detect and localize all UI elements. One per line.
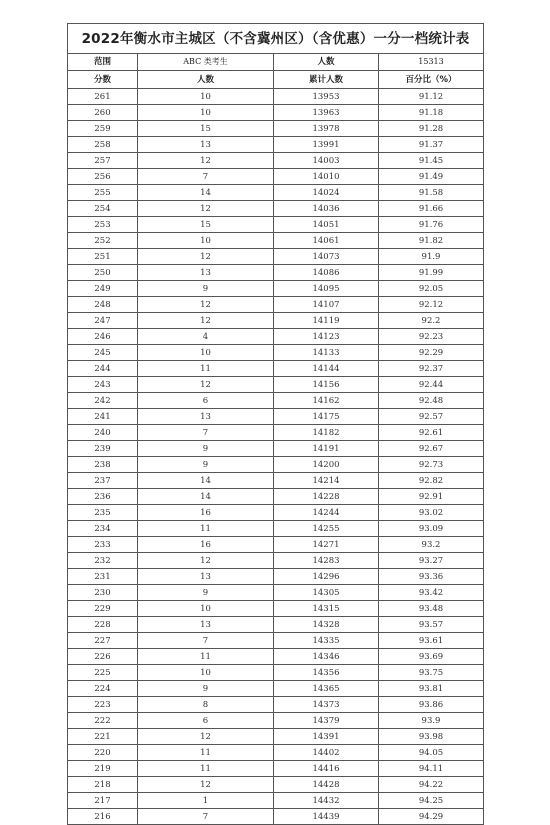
- count-cell: 4: [138, 329, 274, 345]
- table-title: 2022年衡水市主城区（不含冀州区）（含优惠）一分一档统计表: [68, 24, 484, 54]
- score-cell: 250: [68, 265, 138, 281]
- column-header-count: 人数: [138, 71, 274, 89]
- cumulative-cell: 14086: [274, 265, 379, 281]
- score-cell: 254: [68, 201, 138, 217]
- cumulative-cell: 13991: [274, 137, 379, 153]
- table-row: [68, 233, 484, 249]
- scope-label: 范围: [68, 54, 138, 71]
- count-cell: 10: [138, 345, 274, 361]
- percent-cell: 91.12: [379, 89, 484, 105]
- cumulative-cell: 14356: [274, 665, 379, 681]
- count-cell: 10: [138, 665, 274, 681]
- count-cell: 9: [138, 281, 274, 297]
- cumulative-cell: 14283: [274, 553, 379, 569]
- count-cell: 10: [138, 601, 274, 617]
- table-row: [68, 393, 484, 409]
- percent-cell: 91.9: [379, 249, 484, 265]
- count-cell: 11: [138, 761, 274, 777]
- cumulative-cell: 14328: [274, 617, 379, 633]
- table-row: [68, 665, 484, 681]
- score-cell: 216: [68, 809, 138, 825]
- percent-cell: 91.82: [379, 233, 484, 249]
- score-cell: 256: [68, 169, 138, 185]
- score-cell: 224: [68, 681, 138, 697]
- count-cell: 9: [138, 585, 274, 601]
- count-cell: 6: [138, 393, 274, 409]
- score-cell: 241: [68, 409, 138, 425]
- count-cell: 12: [138, 553, 274, 569]
- percent-cell: 94.11: [379, 761, 484, 777]
- cumulative-cell: 14182: [274, 425, 379, 441]
- score-cell: 244: [68, 361, 138, 377]
- cumulative-cell: 14228: [274, 489, 379, 505]
- percent-cell: 94.05: [379, 745, 484, 761]
- percent-cell: 93.27: [379, 553, 484, 569]
- table-row: [68, 153, 484, 169]
- count-cell: 8: [138, 697, 274, 713]
- score-cell: 218: [68, 777, 138, 793]
- cumulative-cell: 14133: [274, 345, 379, 361]
- score-cell: 234: [68, 521, 138, 537]
- cumulative-cell: 14244: [274, 505, 379, 521]
- cumulative-cell: 14073: [274, 249, 379, 265]
- table-row: [68, 553, 484, 569]
- percent-cell: 93.86: [379, 697, 484, 713]
- score-cell: 238: [68, 457, 138, 473]
- cumulative-cell: 14379: [274, 713, 379, 729]
- count-cell: 13: [138, 265, 274, 281]
- cumulative-cell: 13953: [274, 89, 379, 105]
- table-row: [68, 265, 484, 281]
- score-distribution-table: [67, 23, 484, 825]
- score-cell: 247: [68, 313, 138, 329]
- table-row: [68, 313, 484, 329]
- table-row: [68, 425, 484, 441]
- count-cell: 16: [138, 505, 274, 521]
- table-row: [68, 793, 484, 809]
- score-cell: 245: [68, 345, 138, 361]
- score-cell: 253: [68, 217, 138, 233]
- score-cell: 237: [68, 473, 138, 489]
- count-cell: 13: [138, 137, 274, 153]
- percent-cell: 92.12: [379, 297, 484, 313]
- percent-cell: 93.42: [379, 585, 484, 601]
- count-cell: 12: [138, 729, 274, 745]
- table-row: [68, 297, 484, 313]
- count-cell: 10: [138, 233, 274, 249]
- count-cell: 11: [138, 649, 274, 665]
- percent-cell: 93.9: [379, 713, 484, 729]
- table-row: [68, 745, 484, 761]
- table-row: [68, 697, 484, 713]
- table-row: [68, 409, 484, 425]
- cumulative-cell: 14024: [274, 185, 379, 201]
- count-cell: 14: [138, 473, 274, 489]
- score-cell: 220: [68, 745, 138, 761]
- count-cell: 12: [138, 201, 274, 217]
- scope-value: ABC 类考生: [138, 54, 274, 71]
- score-cell: 261: [68, 89, 138, 105]
- table-row: [68, 585, 484, 601]
- cumulative-cell: 14391: [274, 729, 379, 745]
- table-row: [68, 761, 484, 777]
- score-cell: 246: [68, 329, 138, 345]
- count-cell: 16: [138, 537, 274, 553]
- count-cell: 7: [138, 169, 274, 185]
- percent-cell: 92.44: [379, 377, 484, 393]
- table-row: [68, 473, 484, 489]
- count-cell: 6: [138, 713, 274, 729]
- table-row: [68, 617, 484, 633]
- count-cell: 9: [138, 681, 274, 697]
- count-cell: 14: [138, 185, 274, 201]
- count-cell: 1: [138, 793, 274, 809]
- count-cell: 12: [138, 153, 274, 169]
- cumulative-cell: 14107: [274, 297, 379, 313]
- table-row: [68, 201, 484, 217]
- table-row: [68, 329, 484, 345]
- score-cell: 243: [68, 377, 138, 393]
- table-row: [68, 121, 484, 137]
- cumulative-cell: 14271: [274, 537, 379, 553]
- percent-cell: 93.09: [379, 521, 484, 537]
- cumulative-cell: 14162: [274, 393, 379, 409]
- table-row: [68, 105, 484, 121]
- score-cell: 223: [68, 697, 138, 713]
- column-header-score: 分数: [68, 71, 138, 89]
- score-cell: 239: [68, 441, 138, 457]
- percent-cell: 93.61: [379, 633, 484, 649]
- column-header-percent: 百分比（%）: [379, 71, 484, 89]
- score-cell: 233: [68, 537, 138, 553]
- cumulative-cell: 14119: [274, 313, 379, 329]
- table-row: [68, 281, 484, 297]
- cumulative-cell: 14051: [274, 217, 379, 233]
- table-row: [68, 521, 484, 537]
- cumulative-cell: 14200: [274, 457, 379, 473]
- count-cell: 13: [138, 569, 274, 585]
- score-cell: 217: [68, 793, 138, 809]
- score-cell: 258: [68, 137, 138, 153]
- table-row: [68, 601, 484, 617]
- meta-row: [68, 54, 484, 71]
- count-cell: 15: [138, 121, 274, 137]
- cumulative-cell: 14191: [274, 441, 379, 457]
- score-cell: 226: [68, 649, 138, 665]
- cumulative-cell: 14175: [274, 409, 379, 425]
- count-cell: 9: [138, 457, 274, 473]
- table-row: [68, 649, 484, 665]
- cumulative-cell: 14346: [274, 649, 379, 665]
- cumulative-cell: 14416: [274, 761, 379, 777]
- percent-cell: 92.73: [379, 457, 484, 473]
- cumulative-cell: 14365: [274, 681, 379, 697]
- percent-cell: 91.66: [379, 201, 484, 217]
- count-cell: 12: [138, 377, 274, 393]
- count-cell: 11: [138, 521, 274, 537]
- count-cell: 15: [138, 217, 274, 233]
- table-row: [68, 249, 484, 265]
- cumulative-cell: 14036: [274, 201, 379, 217]
- percent-cell: 94.25: [379, 793, 484, 809]
- table-row: [68, 441, 484, 457]
- cumulative-cell: 14335: [274, 633, 379, 649]
- percent-cell: 93.02: [379, 505, 484, 521]
- score-cell: 232: [68, 553, 138, 569]
- table-row: [68, 169, 484, 185]
- score-cell: 225: [68, 665, 138, 681]
- count-cell: 12: [138, 297, 274, 313]
- percent-cell: 91.58: [379, 185, 484, 201]
- percent-cell: 93.98: [379, 729, 484, 745]
- table-row: [68, 185, 484, 201]
- count-cell: 7: [138, 633, 274, 649]
- cumulative-cell: 13978: [274, 121, 379, 137]
- score-cell: 257: [68, 153, 138, 169]
- percent-cell: 93.75: [379, 665, 484, 681]
- score-cell: 248: [68, 297, 138, 313]
- percent-cell: 91.45: [379, 153, 484, 169]
- cumulative-cell: 14095: [274, 281, 379, 297]
- table-row: [68, 713, 484, 729]
- count-cell: 7: [138, 809, 274, 825]
- cumulative-cell: 14061: [274, 233, 379, 249]
- percent-cell: 91.99: [379, 265, 484, 281]
- table-row: [68, 681, 484, 697]
- score-cell: 231: [68, 569, 138, 585]
- table-row: [68, 633, 484, 649]
- table-row: [68, 489, 484, 505]
- score-cell: 255: [68, 185, 138, 201]
- count-cell: 13: [138, 617, 274, 633]
- score-cell: 240: [68, 425, 138, 441]
- cumulative-cell: 14010: [274, 169, 379, 185]
- table-row: [68, 377, 484, 393]
- score-cell: 251: [68, 249, 138, 265]
- count-cell: 12: [138, 777, 274, 793]
- count-cell: 13: [138, 409, 274, 425]
- score-cell: 259: [68, 121, 138, 137]
- percent-cell: 92.29: [379, 345, 484, 361]
- score-cell: 252: [68, 233, 138, 249]
- score-cell: 227: [68, 633, 138, 649]
- percent-cell: 92.23: [379, 329, 484, 345]
- table-row: [68, 809, 484, 825]
- percent-cell: 92.37: [379, 361, 484, 377]
- table-row: [68, 361, 484, 377]
- percent-cell: 92.05: [379, 281, 484, 297]
- cumulative-cell: 14439: [274, 809, 379, 825]
- percent-cell: 92.57: [379, 409, 484, 425]
- table-row: [68, 457, 484, 473]
- cumulative-cell: 14402: [274, 745, 379, 761]
- score-cell: 221: [68, 729, 138, 745]
- cumulative-cell: 14315: [274, 601, 379, 617]
- percent-cell: 92.48: [379, 393, 484, 409]
- table-row: [68, 569, 484, 585]
- cumulative-cell: 14373: [274, 697, 379, 713]
- table-row: [68, 89, 484, 105]
- score-cell: 236: [68, 489, 138, 505]
- cumulative-cell: 14255: [274, 521, 379, 537]
- score-cell: 229: [68, 601, 138, 617]
- count-cell: 14: [138, 489, 274, 505]
- column-header-cumulative: 累计人数: [274, 71, 379, 89]
- cumulative-cell: 14432: [274, 793, 379, 809]
- cumulative-cell: 14123: [274, 329, 379, 345]
- percent-cell: 93.36: [379, 569, 484, 585]
- table-row: [68, 217, 484, 233]
- cumulative-cell: 14144: [274, 361, 379, 377]
- table-body: [68, 89, 484, 825]
- table-row: [68, 777, 484, 793]
- count-cell: 10: [138, 89, 274, 105]
- cumulative-cell: 14296: [274, 569, 379, 585]
- cumulative-cell: 14305: [274, 585, 379, 601]
- count-value: 15313: [379, 54, 484, 71]
- score-cell: 235: [68, 505, 138, 521]
- percent-cell: 91.28: [379, 121, 484, 137]
- table-row: [68, 345, 484, 361]
- percent-cell: 93.81: [379, 681, 484, 697]
- score-cell: 230: [68, 585, 138, 601]
- percent-cell: 93.57: [379, 617, 484, 633]
- table-row: [68, 505, 484, 521]
- score-cell: 242: [68, 393, 138, 409]
- cumulative-cell: 14428: [274, 777, 379, 793]
- count-label: 人数: [274, 54, 379, 71]
- cumulative-cell: 14214: [274, 473, 379, 489]
- table-row: [68, 537, 484, 553]
- percent-cell: 92.82: [379, 473, 484, 489]
- count-cell: 9: [138, 441, 274, 457]
- count-cell: 11: [138, 745, 274, 761]
- percent-cell: 91.76: [379, 217, 484, 233]
- cumulative-cell: 14003: [274, 153, 379, 169]
- percent-cell: 91.37: [379, 137, 484, 153]
- cumulative-cell: 14156: [274, 377, 379, 393]
- percent-cell: 91.18: [379, 105, 484, 121]
- header-row: [68, 71, 484, 89]
- score-cell: 228: [68, 617, 138, 633]
- score-cell: 222: [68, 713, 138, 729]
- score-cell: 249: [68, 281, 138, 297]
- percent-cell: 93.48: [379, 601, 484, 617]
- cumulative-cell: 13963: [274, 105, 379, 121]
- count-cell: 7: [138, 425, 274, 441]
- percent-cell: 92.2: [379, 313, 484, 329]
- count-cell: 11: [138, 361, 274, 377]
- percent-cell: 93.2: [379, 537, 484, 553]
- table-row: [68, 729, 484, 745]
- percent-cell: 92.67: [379, 441, 484, 457]
- title-row: [68, 24, 484, 54]
- percent-cell: 93.69: [379, 649, 484, 665]
- percent-cell: 91.49: [379, 169, 484, 185]
- table-row: [68, 137, 484, 153]
- percent-cell: 94.22: [379, 777, 484, 793]
- count-cell: 12: [138, 249, 274, 265]
- percent-cell: 92.91: [379, 489, 484, 505]
- percent-cell: 92.61: [379, 425, 484, 441]
- score-cell: 260: [68, 105, 138, 121]
- count-cell: 12: [138, 313, 274, 329]
- percent-cell: 94.29: [379, 809, 484, 825]
- count-cell: 10: [138, 105, 274, 121]
- score-cell: 219: [68, 761, 138, 777]
